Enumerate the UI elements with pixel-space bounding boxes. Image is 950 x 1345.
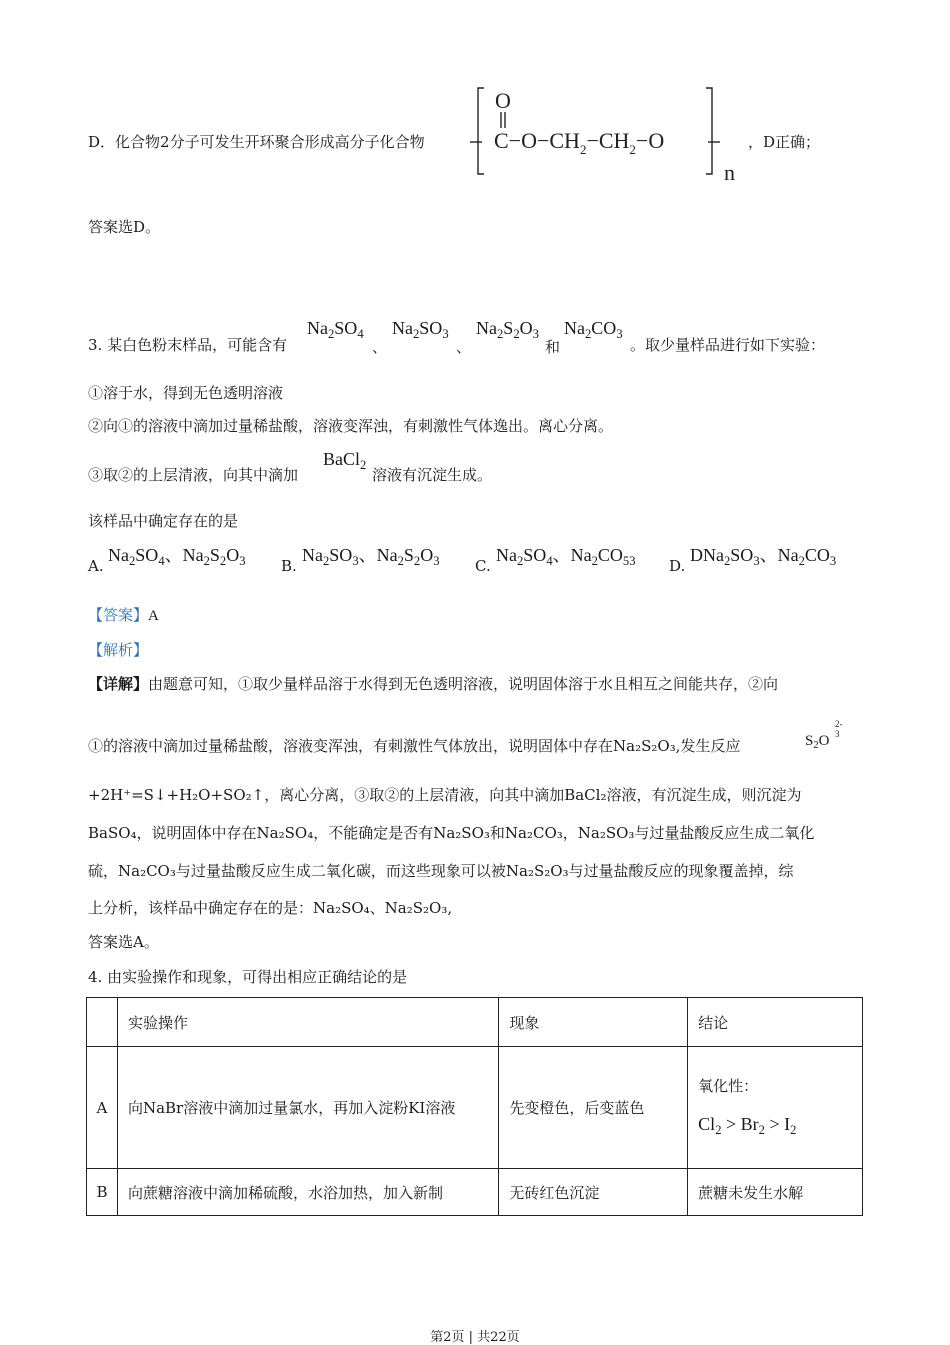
row-b-operation: 向蔗糖溶液中滴加稀硫酸，水浴加热，加入新制	[117, 1169, 498, 1216]
formula-na2co3: $Na_2CO_3$	[564, 318, 623, 341]
option-d-label: D.	[669, 557, 686, 575]
q3-stem-prefix: 3. 某白色粉末样品，可能含有	[88, 336, 288, 354]
option-c-formula: $Na_2SO_4$、$Na_2CO_{53}$	[496, 545, 636, 568]
carbonyl-oxygen: O	[495, 88, 511, 113]
row-a-phenomenon: 先变橙色，后变蓝色	[499, 1047, 688, 1169]
q3-step3-suffix: 溶液有沉淀生成。	[372, 466, 493, 484]
option-b-formula: $Na_2SO_3$、$Na_2S_2O_3$	[302, 545, 440, 568]
polymer-structure	[470, 82, 750, 186]
sep-1: 、	[372, 338, 388, 356]
thiosulfate-ion: $S_2O$	[805, 733, 830, 752]
detail-tag: 【详解】	[88, 675, 149, 693]
q3-stem-suffix: 。取少量样品进行如下实验：	[630, 336, 826, 354]
option-a-label: A.	[88, 557, 104, 575]
experiment-table	[86, 997, 863, 1216]
q3-step3-prefix: ③取②的上层清液，向其中滴加	[88, 466, 299, 484]
formula-bacl2: BaCl$_2$	[323, 449, 367, 472]
row-a-conclusion: 氧化性： $Cl_2 > Br_2 > I_2$	[688, 1047, 863, 1169]
polymer-chain: $C-O-CH_2-CH_2-O$	[494, 128, 665, 157]
answer-tag: 【答案】	[88, 606, 149, 624]
detail-line-1: 【详解】由题意可知，①取少量样品溶于水得到无色透明溶液，说明固体溶于水且相互之间能共存，②向	[88, 675, 779, 693]
option-d-text: D．化合物2分子可发生开环聚合形成高分子化合物	[88, 133, 425, 151]
table-row	[87, 1169, 863, 1216]
q3-step2: ②向①的溶液中滴加过量稀盐酸，溶液变浑浊，有刺激性气体逸出。离心分离。	[88, 417, 614, 435]
option-d-formula: $DNa_2SO_3$、$Na_2CO_3$	[690, 545, 837, 568]
detail-line-6: 上分析，该样品中确定存在的是：Na₂SO₄、Na₂S₂O₃,	[88, 899, 453, 917]
header-operation: 实验操作	[117, 998, 498, 1047]
answer-d: 答案选D。	[88, 218, 161, 236]
header-phenomenon: 现象	[499, 998, 688, 1047]
oxidizing-order: $Cl_2 > Br_2 > I_2$	[698, 1113, 797, 1137]
q3-question: 该样品中确定存在的是	[88, 512, 239, 530]
detail-line-5: 硫，Na₂CO₃与过量盐酸反应生成二氧化碳，而这些现象可以被Na₂S₂O₃与过量盐酸反应的现象覆盖掉，综	[88, 862, 794, 880]
formula-na2so4: $Na_2SO_4$	[307, 318, 364, 341]
answer-line	[88, 604, 159, 625]
table-row	[87, 1047, 863, 1169]
and-word: 和	[545, 338, 561, 356]
row-b-phenomenon: 无砖红色沉淀	[499, 1169, 688, 1216]
final-answer: 答案选A。	[88, 933, 159, 951]
option-a-formula: $Na_2SO_4$、$Na_2S_2O_3$	[108, 545, 246, 568]
thiosulfate-charge: 2- 3	[835, 719, 843, 739]
q3-step1: ①溶于水，得到无色透明溶液	[88, 384, 284, 402]
row-b-conclusion: 蔗糖未发生水解	[688, 1169, 863, 1216]
row-a-label: A	[87, 1047, 118, 1169]
q4-stem: 4. 由实验操作和现象，可得出相应正确结论的是	[88, 968, 408, 986]
formula-na2s2o3: $Na_2S_2O_3$	[476, 318, 539, 341]
page-footer: 第2页 | 共22页	[430, 1330, 520, 1345]
repeat-count: n	[724, 160, 735, 185]
analysis-tag: 【解析】	[88, 641, 149, 659]
formula-na2so3: $Na_2SO_3$	[392, 318, 449, 341]
row-b-label: B	[87, 1169, 118, 1216]
header-conclusion: 结论	[688, 998, 863, 1047]
option-d-suffix: ，D正确；	[748, 133, 821, 151]
header-label	[87, 998, 118, 1047]
detail-line-2: ①的溶液中滴加过量稀盐酸，溶液变浑浊，有刺激性气体放出，说明固体中存在Na₂S₂O₃,发生反应	[88, 737, 741, 755]
option-b-label: B.	[281, 557, 297, 575]
sep-2: 、	[456, 338, 472, 356]
table-header-row	[87, 998, 863, 1047]
detail-line-3: +2H⁺=S↓+H₂O+SO₂↑，离心分离，③取②的上层清液，向其中滴加BaCl₂溶液，有沉淀生成，则沉淀为	[88, 786, 802, 804]
answer-value: A	[148, 608, 159, 624]
detail-line-4: BaSO₄，说明固体中存在Na₂SO₄，不能确定是否有Na₂SO₃和Na₂CO₃，Na₂SO₃与过量盐酸反应生成二氧化	[88, 824, 815, 842]
option-c-label: C.	[475, 557, 491, 575]
row-a-operation: 向NaBr溶液中滴加过量氯水，再加入淀粉KI溶液	[117, 1047, 498, 1169]
